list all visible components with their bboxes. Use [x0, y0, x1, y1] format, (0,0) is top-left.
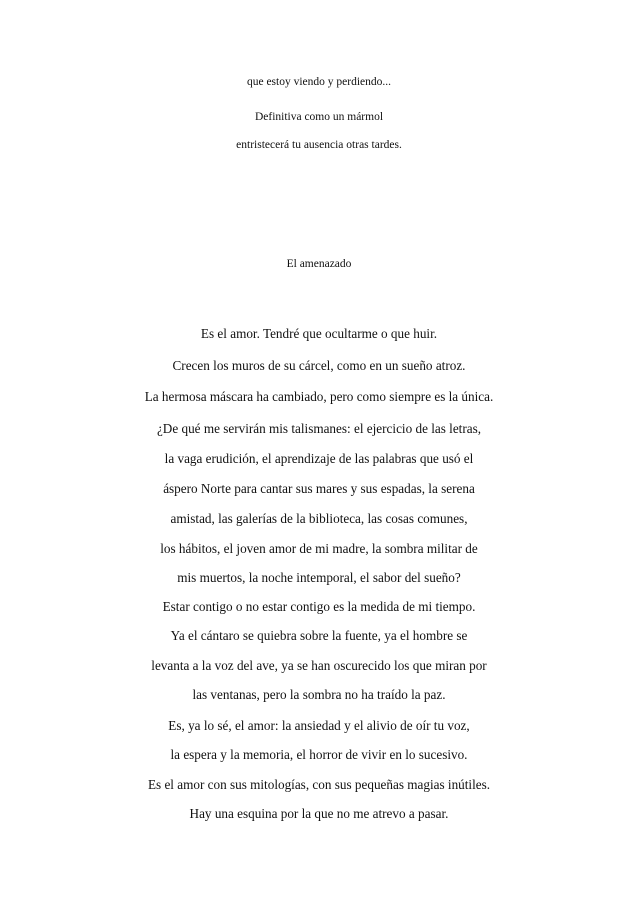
poem-line: Es el amor con sus mitologías, con sus pequeñas magias inútiles.: [147, 777, 491, 792]
poem-line: amistad, las galerías de la biblioteca, las cosas comunes,: [170, 511, 468, 526]
poem-line: ¿De qué me servirán mis talismanes: el ejercicio de las letras,: [156, 421, 482, 436]
poem-line: levanta a la voz del ave, ya se han oscurecido los que miran por: [151, 658, 487, 673]
poem-line: las ventanas, pero la sombra no ha traído la paz.: [192, 687, 446, 702]
previous-poem-line: Definitiva como un mármol: [254, 111, 384, 123]
poem-line: la vaga erudición, el aprendizaje de las palabras que usó el: [164, 451, 474, 466]
poem-line: Estar contigo o no estar contigo es la medida de mi tiempo.: [162, 599, 476, 614]
poem-title: El amenazado: [286, 258, 352, 270]
poem-line: áspero Norte para cantar sus mares y sus espadas, la serena: [163, 481, 475, 496]
previous-poem-line: que estoy viendo y perdiendo...: [246, 76, 392, 88]
poem-line: La hermosa máscara ha cambiado, pero como siempre es la única.: [144, 389, 494, 404]
poem-line: los hábitos, el joven amor de mi madre, la sombra militar de: [160, 541, 478, 556]
poem-line: Ya el cántaro se quiebra sobre la fuente, ya el hombre se: [170, 628, 468, 643]
poem-line: Es, ya lo sé, el amor: la ansiedad y el alivio de oír tu voz,: [168, 718, 470, 733]
poem-line: Hay una esquina por la que no me atrevo a pasar.: [189, 806, 449, 821]
poem-line: Crecen los muros de su cárcel, como en un sueño atroz.: [172, 358, 466, 373]
previous-poem-line: entristecerá tu ausencia otras tardes.: [236, 139, 402, 151]
poem-line: mis muertos, la noche intemporal, el sabor del sueño?: [177, 570, 461, 585]
poem-line: la espera y la memoria, el horror de vivir en lo sucesivo.: [170, 747, 468, 762]
poem-line: Es el amor. Tendré que ocultarme o que huir.: [200, 326, 438, 341]
